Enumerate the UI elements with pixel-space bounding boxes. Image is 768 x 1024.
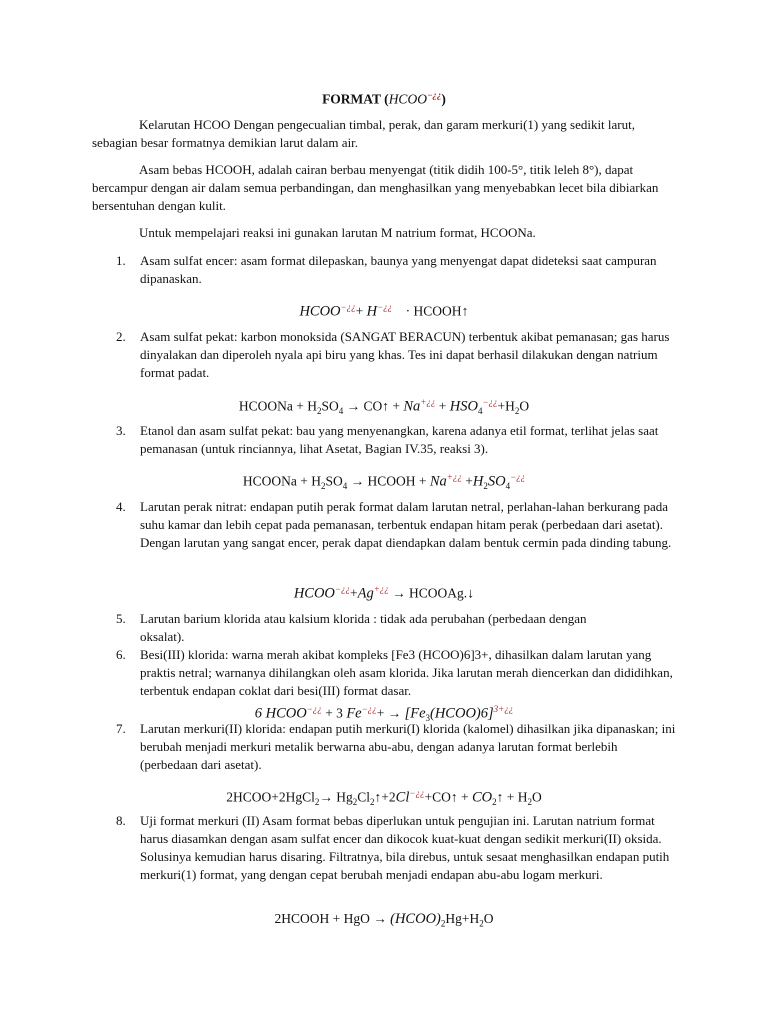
list-item <box>116 422 676 458</box>
eq-sub: 3 <box>425 713 430 724</box>
title-formula: HCOO <box>388 91 427 107</box>
eq-charge: −¿¿ <box>340 302 356 312</box>
eq-sub: 2 <box>514 406 520 417</box>
eq-term: Ag <box>357 585 374 602</box>
eq-term: Na <box>403 398 421 415</box>
eq-term: HCOONa + H <box>238 398 317 414</box>
eq-term: Hg+H <box>445 911 480 926</box>
item-number: 2. <box>116 329 126 344</box>
title-close: ) <box>441 91 446 107</box>
list-item <box>116 252 676 288</box>
eq-charge: −¿¿ <box>306 704 322 714</box>
eq-op: + <box>461 473 473 489</box>
eq-product: HCOOH <box>413 303 462 319</box>
eq-term: SO <box>325 473 343 489</box>
eq-charge: +¿¿ <box>373 584 389 594</box>
eq-term: HSO <box>449 398 478 415</box>
eq-term: +CO↑ + <box>424 789 472 805</box>
equation-2 <box>0 393 768 420</box>
list-item <box>116 610 676 646</box>
item-text: Asam sulfat encer: asam format dilepaskan, baunya yang menyengat dapat dideteksi saat campuran dipanaskan. <box>140 253 657 286</box>
eq-arrow: → HCOOH + <box>347 473 430 489</box>
item-number: 1. <box>116 253 126 268</box>
eq-sub: 2 <box>370 797 375 808</box>
eq-sub: 2 <box>483 481 488 492</box>
eq-term: HCOONa + H <box>242 473 321 489</box>
eq-term: HCOO <box>299 303 341 320</box>
eq-charge: −¿¿ <box>377 302 393 312</box>
eq-charge: +¿¿ <box>446 472 462 482</box>
eq-term: O <box>519 398 530 414</box>
paragraph-solubility: Kelarutan HCOO Dengan pengecualian timbal, perak, dan garam merkuri(1) yang sedikit larut, sebagian besar formatnya demikian larut dalam air. <box>92 117 635 150</box>
eq-term: +H <box>497 398 515 414</box>
eq-sub: 2 <box>320 481 326 492</box>
eq-term: ↑ + H <box>496 789 528 805</box>
eq-term: CO <box>471 789 493 806</box>
item-text: Etanol dan asam sulfat pekat: bau yang menyenangkan, karena adanya etil format, terlihat jelas saat pemanasan (untuk rinciannya, lihat Asetat, Bagian IV.35, reaksi 3). <box>140 423 659 456</box>
item-text: Uji format merkuri (II) Asam format bebas diperlukan untuk pengujian ini. Larutan natrium format harus diasamkan dengan asam sulfat encer dan dikocok kuat-kuat dengan sedikit merkuri(II) oksida. Solusinya kemudian harus disaring. Filtratnya, bila direbus, untuk sesaat menghasilkan endapan putih merkuri(1) format, yang dengan cepat berubah menjadi endapan abu-abu logam merkuri. <box>140 813 670 882</box>
eq-term: H <box>366 303 378 320</box>
equation-1 <box>0 298 768 322</box>
eq-term: 2HCOO+2HgCl <box>226 789 315 805</box>
item-text: Larutan perak nitrat: endapan putih perak format dalam larutan netral, perlahan-lahan berkurang pada suhu kamar dan lebih cepat pada pemanasan, terbentuk endapan hitam perak (perbedaan dari asetat). Dengan larutan yang sangat encer, perak dapat diendapkan dalam bentuk cermin pada dinding tabung. <box>140 499 672 550</box>
eq-term: Na <box>429 473 447 490</box>
eq-term: SO <box>487 473 506 490</box>
list-item <box>116 328 676 382</box>
eq-sub: 4 <box>505 481 511 492</box>
eq-charge: −¿¿ <box>409 788 425 798</box>
item-number: 5. <box>116 611 126 626</box>
eq-term: [Fe <box>404 705 426 722</box>
item-number: 8. <box>116 813 126 828</box>
eq-op: + <box>355 303 364 319</box>
list-item <box>116 720 676 774</box>
down-arrow-icon: ↓ <box>467 586 475 602</box>
paragraph-free-acid: Asam bebas HCOOH, adalah cairan berbau menyengat (titik didih 100-5°, titik leleh 8°), dapat bercampur dengan air dalam semua perbandingan, dan menghasilkan yang menyebabkan lecet bila dibiarkan bersentuhan dengan kulit. <box>92 162 659 213</box>
eq-op: + <box>349 585 358 601</box>
equation-4 <box>0 580 768 604</box>
eq-term: (HCOO)6] <box>430 705 494 722</box>
equation-6 <box>0 784 768 811</box>
title-charge: −¿¿ <box>426 90 442 100</box>
eq-charge: −¿¿ <box>361 704 377 714</box>
eq-arrow: → CO↑ + <box>343 398 404 414</box>
item-number: 7. <box>116 721 126 736</box>
eq-arrow: → HCOOAg. <box>388 585 468 601</box>
title-text: FORMAT ( <box>322 91 389 107</box>
eq-term: 6 <box>254 705 266 722</box>
item-text: Besi(III) klorida: warna merah akibat kompleks [Fe3 (HCOO)6]3+, dihasilkan dalam larutan yang praktis netral; warnanya dihilangkan oleh asam klorida. Jika larutan merah diencerkan dan dididihkan, terbentuk endapan coklat dari besi(III) format dasar. <box>140 647 673 698</box>
item-text: Larutan merkuri(II) klorida: endapan putih merkuri(I) klorida (kalomel) dihasilkan jika dipanaskan; ini berubah menjadi merkuri metalik berwarna abu-abu, dengan adanya larutan format berlebih (perbedaan dari asetat). <box>140 721 676 772</box>
eq-term: H <box>472 473 484 490</box>
eq-sub: 2 <box>440 918 446 929</box>
eq-charge: −¿¿ <box>334 584 350 594</box>
eq-term: 2HCOOH + HgO → <box>274 911 391 926</box>
up-arrow-icon: ↑ <box>461 304 469 320</box>
eq-sub: 4 <box>477 406 483 417</box>
eq-charge: 3+¿¿ <box>493 704 514 714</box>
item-text: Asam sulfat pekat: karbon monoksida (SANGAT BERACUN) terbentuk akibat pemanasan; gas harus dinyalakan dan diperoleh nyala api biru yang khas. Tes ini dapat berhasil dilakukan dengan natrium format padat. <box>140 329 670 380</box>
eq-term: Fe <box>346 705 362 722</box>
eq-sub: 2 <box>479 918 484 929</box>
eq-term: O <box>531 789 542 805</box>
eq-sub: 2 <box>314 797 320 808</box>
eq-arrow: → Hg <box>319 789 353 805</box>
eq-charge: +¿¿ <box>420 397 436 407</box>
eq-term: Cl <box>395 789 410 806</box>
eq-sub: 4 <box>338 406 344 417</box>
item-text: Larutan barium klorida atau kalsium klorida : tidak ada perubahan (perbedaan dengan oksalat). <box>140 611 587 644</box>
eq-arrow: + → <box>376 705 405 721</box>
eq-sub: 2 <box>492 797 497 808</box>
eq-sub: 2 <box>352 797 358 808</box>
list-item <box>116 812 676 884</box>
equation-7 <box>0 910 768 933</box>
item-number: 4. <box>116 499 126 514</box>
eq-term: HCOO <box>293 585 335 602</box>
page-title <box>0 86 768 109</box>
eq-term: O <box>483 911 494 926</box>
eq-term: Cl <box>357 789 371 805</box>
eq-op: + 3 <box>321 705 347 721</box>
eq-charge: −¿¿ <box>510 472 526 482</box>
eq-op: ↑+2 <box>374 789 396 805</box>
eq-arrow: · <box>405 303 411 319</box>
eq-sub: 4 <box>342 481 348 492</box>
item-number: 6. <box>116 647 126 662</box>
eq-sub: 2 <box>527 797 532 808</box>
eq-term: SO <box>321 398 339 414</box>
eq-term: (HCOO) <box>390 911 441 927</box>
eq-term: HCOO <box>265 705 307 722</box>
eq-charge: −¿¿ <box>482 397 498 407</box>
eq-sub: 2 <box>316 406 322 417</box>
equation-3 <box>0 468 768 495</box>
paragraph-reagent: Untuk mempelajari reaksi ini gunakan larutan M natrium format, HCOONa. <box>139 225 536 240</box>
list-item <box>116 498 676 552</box>
item-number: 3. <box>116 423 126 438</box>
list-item <box>116 646 676 700</box>
eq-op: + <box>435 398 450 414</box>
